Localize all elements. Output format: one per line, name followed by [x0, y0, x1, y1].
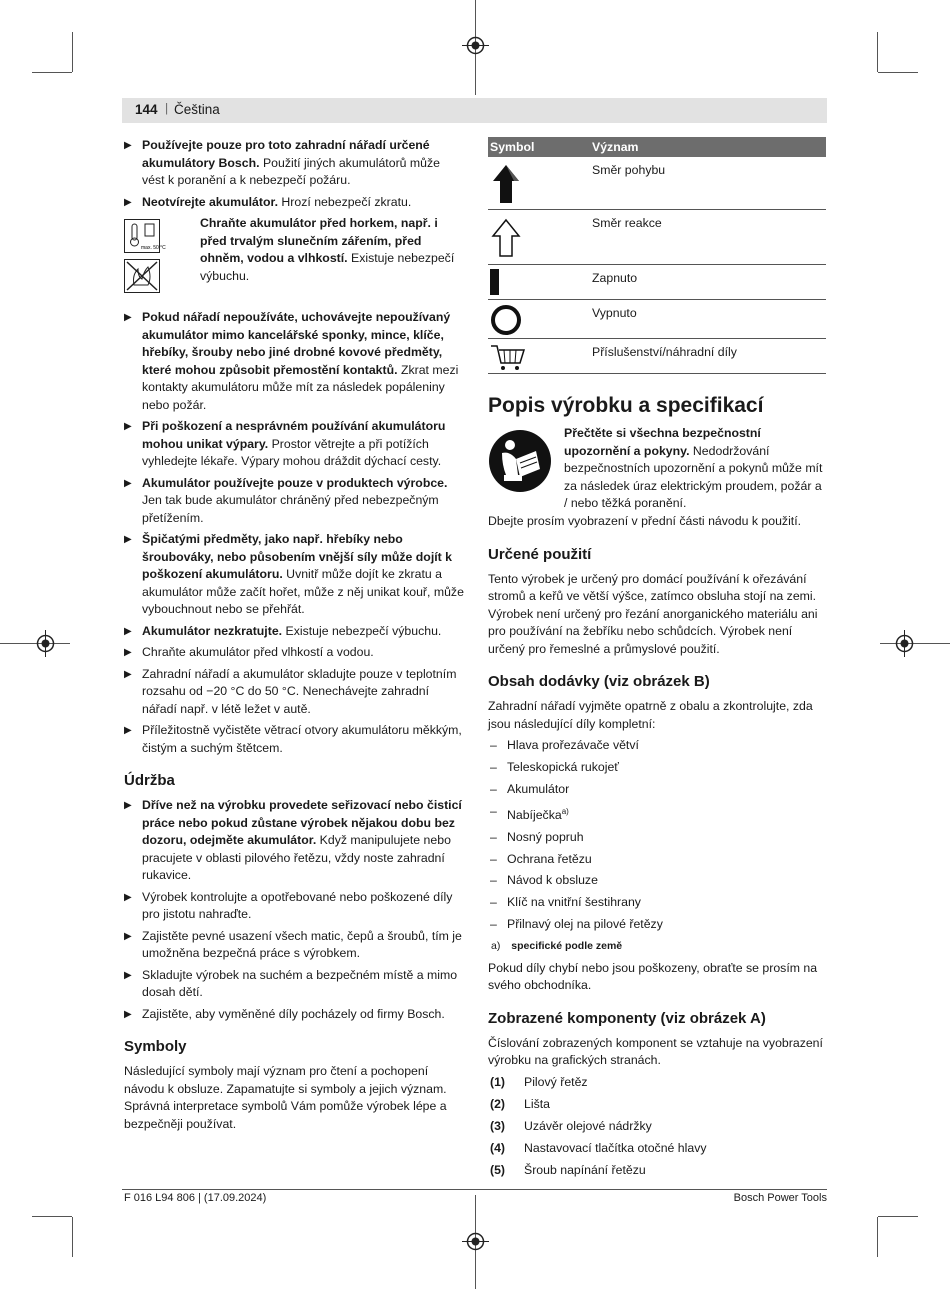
- symbol-meaning: Směr reakce: [592, 216, 662, 230]
- arrow-outline-up-icon: [492, 218, 520, 258]
- symbol-meaning: Příslušenství/náhradní díly: [592, 345, 737, 359]
- symbol-row: [488, 265, 826, 300]
- delivery-item: – Návod k obsluze: [488, 872, 828, 890]
- delivery-text: Zahradní nářadí vyjměte opatrně z obalu a zkontrolujte, zda jsou následující díly kompletní:: [488, 699, 813, 731]
- component-item: (4) Nastavovací tlačítka otočné hlavy: [490, 1140, 707, 1155]
- figures-note: Dbejte prosím vyobrazení v přední části návodu k použití.: [488, 514, 802, 528]
- delivery-item: – Hlava prořezávače větví: [488, 737, 828, 755]
- registration-mark-right: [891, 630, 918, 657]
- footnote-mark: a): [491, 940, 501, 953]
- shopping-cart-icon: [490, 343, 526, 371]
- max-temperature-label: max. 50 °C: [141, 245, 166, 251]
- registration-mark-top: [462, 32, 489, 59]
- symbol-meaning: Zapnuto: [592, 271, 638, 285]
- no-fire-water-icon: [124, 259, 160, 293]
- component-item: (3) Uzávěr olejové nádržky: [490, 1118, 652, 1133]
- symbol-row: [488, 339, 826, 374]
- read-manual-icon: [488, 429, 552, 493]
- meaning-column-header: Význam: [592, 140, 639, 154]
- header-separator: |: [165, 101, 169, 115]
- component-item: (2) Lišta: [490, 1096, 550, 1111]
- delivery-heading: Obsah dodávky (viz obrázek B): [488, 673, 710, 690]
- safety-item: ▶ Neotvírejte akumulátor. Hrozí nebezpečí zkratu.: [124, 194, 464, 212]
- header-language: Čeština: [174, 102, 220, 117]
- section-title: Popis výrobku a specifikací: [488, 394, 764, 417]
- left-column: [124, 137, 464, 1137]
- footnote: [491, 938, 828, 956]
- footer-divider: [122, 1189, 827, 1190]
- symbol-row: [488, 157, 826, 210]
- read-instructions-warning: Přečtěte si všechna bezpečnostní upozornění a pokyny. Nedodržování bezpečnostních upozornění a pokynů může mít za následek úraz elektrickým proudem, požár a / nebo těžká poranění.: [488, 425, 828, 513]
- symbols-text: Následující symboly mají význam pro čtení a pochopení návodu k obsluze. Zapamatujte si symboly a jejich význam. Správná interpretace symbolů Vám pomůže výrobek lépe a bezpečněji používat.: [124, 1064, 447, 1131]
- footnote-reference: a): [561, 806, 569, 816]
- safety-item: ▶ Příležitostně vyčistěte větrací otvory akumulátoru měkkým, čistým a suchým štětcem.: [124, 722, 464, 757]
- maintenance-item: ▶ Zajistěte, aby vyměněné díly pocházely od firmy Bosch.: [124, 1006, 464, 1024]
- registration-mark-left: [32, 630, 59, 657]
- maintenance-item: ▶ Výrobek kontrolujte a opotřebované nebo poškozené díly pro jistotu nahraďte.: [124, 889, 464, 924]
- components-text: Číslování zobrazených komponent se vztahuje na vyobrazení výrobku na grafických stranách.: [488, 1035, 823, 1068]
- intended-use-text: Tento výrobek je určený pro domácí používání k ořezávání stromů a keřů ve větší výšce, zatímco obsluha stojí na zemi. Výrobek není určený pro řezání anorganického materiálu ani pro používání na žebříku nebo schůdcích. Výrobek není určený pro řemeslné a průmyslové použití.: [488, 571, 818, 656]
- intended-use-heading: Určené použití: [488, 545, 592, 563]
- safety-item: ▶ Zahradní nářadí a akumulátor skladujte pouze v teplotním rozsahu od −20 °C do 50 °C. Nenechávejte zahradní nářadí např. v létě ležet v autě.: [124, 666, 464, 719]
- symbol-row: [488, 300, 826, 339]
- registration-mark-bottom: [462, 1228, 489, 1255]
- symbol-row: [488, 210, 826, 265]
- thermometer-icon: [124, 219, 166, 253]
- page-header: [122, 98, 827, 123]
- component-item: (1) Pilový řetěz: [490, 1074, 588, 1089]
- component-item: (5) Šroub napínání řetězu: [490, 1162, 646, 1177]
- heat-warning: max. 50 °C Chraňte akumulátor před horkem, např. i před trvalým slunečním zářením, před ohněm, vodou a vlhkostí. Existuje nebezpečí výbuchu.: [124, 215, 464, 305]
- on-bar-icon: [490, 269, 500, 295]
- symbol-table-header: [488, 137, 826, 157]
- maintenance-item: ▶ Dříve než na výrobku provedete seřizovací nebo čisticí práce nebo pokud zůstane výrobek nějakou dobu bez dozoru, odejměte akumulátor. Když manipulujete nebo pracujete v oblasti pilového řetězu, vždy noste zahradní rukavice.: [124, 797, 464, 885]
- safety-item: ▶ Chraňte akumulátor před vlhkostí a vodou.: [124, 644, 464, 662]
- safety-item: ▶ Akumulátor používejte pouze v produktech výrobce. Jen tak bude akumulátor chráněný před nebezpečným přetížením.: [124, 475, 464, 528]
- components-heading: Zobrazené komponenty (viz obrázek A): [488, 1009, 766, 1027]
- arrow-filled-up-icon: [492, 163, 520, 205]
- delivery-item: – Klíč na vnitřní šestihrany: [488, 894, 828, 912]
- page-number: 144: [135, 102, 158, 117]
- delivery-item: – Akumulátor: [488, 781, 828, 799]
- delivery-item: – Teleskopická rukojeť: [488, 759, 828, 777]
- symbol-meaning: Vypnuto: [592, 306, 637, 320]
- symbol-table: [488, 137, 826, 374]
- maintenance-item: ▶ Skladujte výrobek na suchém a bezpečném místě a mimo dosah dětí.: [124, 967, 464, 1002]
- delivery-item: – Nabíječka$^{a)}$: [488, 803, 828, 825]
- footer-brand: Bosch Power Tools: [733, 1192, 827, 1204]
- damaged-parts-text: Pokud díly chybí nebo jsou poškozeny, obraťte se prosím na svého obchodníka.: [488, 960, 818, 993]
- symbol-column-header: Symbol: [490, 140, 535, 154]
- safety-item: ▶ Špičatými předměty, jako např. hřebíky nebo šroubováky, nebo působením vnější síly může dojít k poškození akumulátoru. Uvnitř může dojít ke zkratu a akumulátor může začít hořet, může z něj unikat kouř, může vybouchnout nebo se přehřát.: [124, 531, 464, 619]
- right-column: [488, 393, 828, 1184]
- footnote-text: specifické podle země: [511, 940, 623, 953]
- footer-document-id: F 016 L94 806 | (17.09.2024): [124, 1192, 267, 1204]
- safety-item: ▶ Při poškození a nesprávném používání akumulátoru mohou unikat výpary. Prostor větrejte a při potížích vyhledejte lékaře. Výpary mohou dráždit dýchací cesty.: [124, 418, 464, 471]
- safety-item: ▶ Pokud nářadí nepoužíváte, uchovávejte nepoužívaný akumulátor mimo kancelářské sponky, mince, klíče, hřebíky, šrouby nebo jiné drobné kovové předměty, které mohou způsobit přemostění kontaktů. Zkrat mezi kontakty akumulátoru může mít za následek popáleniny nebo požár.: [124, 309, 464, 414]
- safety-item: ▶ Akumulátor nezkratujte. Existuje nebezpečí výbuchu.: [124, 623, 464, 641]
- symbol-meaning: Směr pohybu: [592, 163, 666, 177]
- safety-item: ▶ Používejte pouze pro toto zahradní nářadí určené akumulátory Bosch. Použití jiných akumulátorů může vést k poranění a k nebezpečí požáru.: [124, 137, 464, 190]
- delivery-item: – Ochrana řetězu: [488, 851, 828, 869]
- delivery-item: – Nosný popruh: [488, 829, 828, 847]
- maintenance-heading: Údržba: [124, 772, 175, 789]
- delivery-item: – Přilnavý olej na pilové řetězy: [488, 916, 828, 934]
- maintenance-item: ▶ Zajistěte pevné usazení všech matic, čepů a šroubů, tím je umožněna bezpečná práce s výrobkem.: [124, 928, 464, 963]
- symbols-heading: Symboly: [124, 1038, 187, 1055]
- off-circle-icon: [490, 304, 522, 336]
